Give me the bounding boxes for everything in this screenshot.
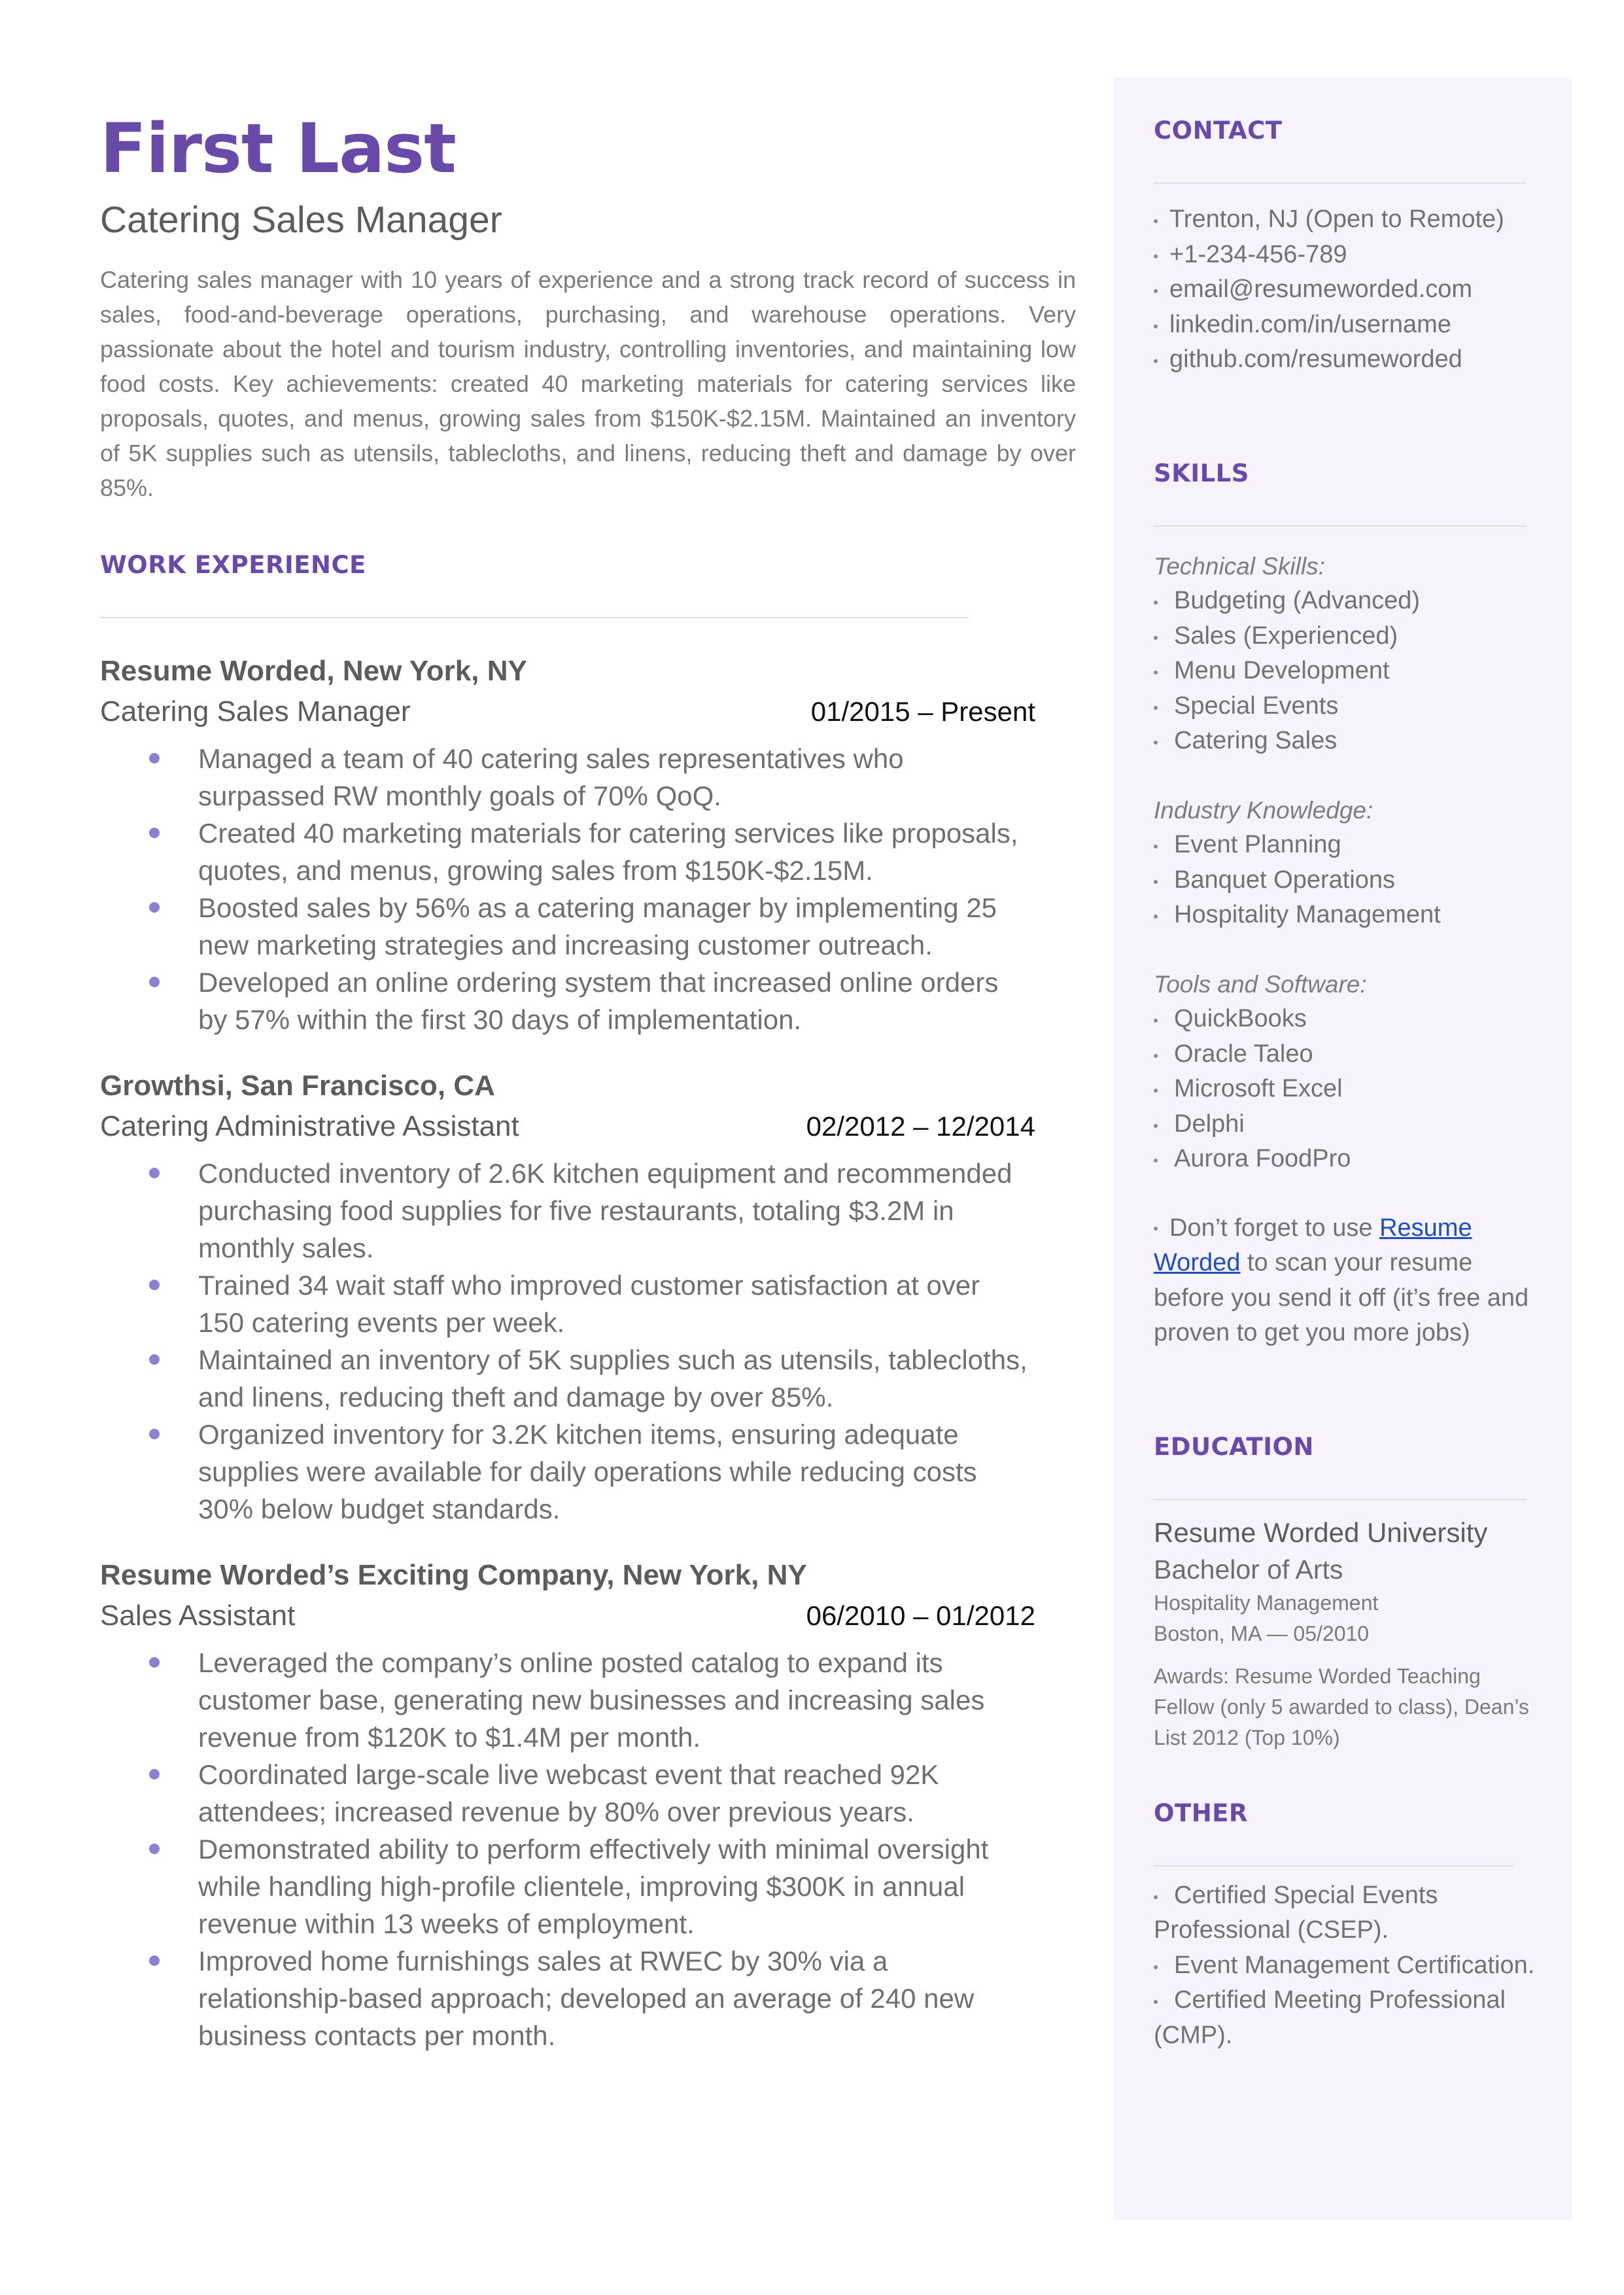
bullet-dot-icon: [1154, 1019, 1158, 1023]
divider: [1154, 183, 1526, 184]
bullet-dot-icon: [149, 1280, 160, 1290]
skill-item: Oracle Taleo: [1154, 1037, 1546, 1072]
job-company: Resume Worded, New York, NY: [100, 654, 527, 687]
other-list: [1154, 1878, 1546, 2054]
divider: [1154, 1499, 1526, 1500]
job-title: Catering Sales Manager: [100, 695, 411, 727]
bullet-dot-icon: [149, 1657, 160, 1668]
contact-github[interactable]: github.com/resumeworded: [1154, 342, 1546, 377]
education-degree: Bachelor of Arts: [1154, 1554, 1343, 1585]
bullet-dot-icon: [1154, 1089, 1158, 1093]
contact-list: [1154, 202, 1546, 377]
job-entry: [100, 1555, 1081, 2054]
bullet-dot-icon: [1154, 324, 1158, 328]
divider: [1154, 525, 1526, 527]
education-field: Hospitality Management: [1154, 1590, 1379, 1615]
job-title-row: [100, 692, 1081, 732]
skill-list: [1154, 1002, 1546, 1177]
job-bullet: Demonstrated ability to perform effectively with minimal oversight while handling high-profile clientele, improving $300K in annual revenue within 13 weeks of employment.: [100, 1831, 1029, 1942]
contact-linkedin[interactable]: linkedin.com/in/username: [1154, 307, 1546, 343]
bullet-dot-icon: [149, 828, 160, 838]
bullet-dot-icon: [1154, 880, 1158, 884]
bullet-dot-icon: [1154, 1227, 1158, 1231]
bullet-dot-icon: [1154, 1124, 1158, 1128]
contact-phone[interactable]: +1-234-456-789: [1154, 237, 1546, 273]
bullet-dot-icon: [149, 977, 160, 987]
divider: [1154, 1865, 1514, 1866]
job-bullet: Coordinated large-scale live webcast event that reached 92K attendees; increased revenue by 80% over previous years.: [100, 1756, 1029, 1831]
job-bullet: Organized inventory for 3.2K kitchen items, ensuring adequate supplies were available for daily operations while reducing costs 30% below budget standards.: [100, 1416, 1029, 1528]
bullet-dot-icon: [1154, 671, 1158, 674]
job-bullet: Boosted sales by 56% as a catering manager by implementing 25 new marketing strategies and increasing customer outreach.: [100, 889, 1029, 964]
bullet-dot-icon: [1154, 706, 1158, 710]
bullet-dot-icon: [149, 1844, 160, 1854]
job-bullet: Trained 34 wait staff who improved customer satisfaction at over 150 catering events per week.: [100, 1267, 1029, 1341]
candidate-name: First Last: [100, 109, 456, 188]
job-bullet: Improved home furnishings sales at RWEC by 30% via a relationship-based approach; developed an average of 240 new business contacts per month.: [100, 1942, 1029, 2054]
skill-category-name: Tools and Software:: [1154, 970, 1367, 998]
bullet-dot-icon: [149, 902, 160, 913]
contact-email[interactable]: email@resumeworded.com: [1154, 272, 1546, 307]
bullet-dot-icon: [1154, 636, 1158, 640]
job-bullets: [100, 1644, 1081, 2054]
bullet-dot-icon: [1154, 289, 1158, 293]
other-heading: OTHER: [1154, 1798, 1248, 1827]
skill-item: QuickBooks: [1154, 1002, 1546, 1037]
job-entry: [100, 1066, 1081, 1528]
job-bullet: Developed an online ordering system that increased online orders by 57% within the first 30 days of implementation.: [100, 964, 1029, 1038]
bullet-dot-icon: [149, 1955, 160, 1966]
skill-item: Hospitality Management: [1154, 898, 1546, 933]
skill-item: Budgeting (Advanced): [1154, 584, 1546, 619]
contact-heading: CONTACT: [1154, 116, 1283, 145]
job-bullet: Created 40 marketing materials for catering services like proposals, quotes, and menus, growing sales from $150K-$2.15M.: [100, 815, 1029, 889]
job-company: Resume Worded’s Exciting Company, New York, NY: [100, 1558, 807, 1591]
education-awards: Awards: Resume Worded Teaching Fellow (only 5 awarded to class), Dean’s List 2012 (Top 10%): [1154, 1664, 1529, 1749]
skill-category: [1154, 549, 1546, 759]
education-school: Resume Worded University: [1154, 1516, 1488, 1548]
skill-item: Delphi: [1154, 1107, 1546, 1142]
sidebar: [1114, 77, 1572, 2220]
skill-list: [1154, 828, 1546, 933]
skill-list: [1154, 584, 1546, 759]
job-title-row: [100, 1596, 1081, 1636]
skill-item: Microsoft Excel: [1154, 1072, 1546, 1107]
other-item: Event Management Certification.: [1154, 1948, 1546, 1984]
skills-heading: SKILLS: [1154, 459, 1249, 487]
divider: [100, 617, 969, 618]
bullet-dot-icon: [1154, 601, 1158, 604]
job-title-row: [100, 1106, 1081, 1147]
skill-item: Event Planning: [1154, 828, 1546, 863]
other-item: Certified Meeting Professional (CMP).: [1154, 1986, 1506, 2049]
skill-item: Special Events: [1154, 689, 1546, 724]
other-item: Certified Special Events Professional (CSEP).: [1154, 1881, 1438, 1944]
bullet-dot-icon: [1154, 845, 1158, 849]
sidebar-content: [1154, 116, 1546, 2053]
skill-category: [1154, 967, 1546, 1177]
work-experience-heading: WORK EXPERIENCE: [100, 550, 366, 579]
education-entry: [1154, 1515, 1546, 1753]
job-bullet: Managed a team of 40 catering sales representatives who surpassed RW monthly goals of 70% QoQ.: [100, 740, 1029, 815]
bullet-dot-icon: [149, 1769, 160, 1779]
job-title: Catering Administrative Assistant: [100, 1110, 519, 1142]
skill-item: Catering Sales: [1154, 724, 1546, 759]
resume-worded-note: Don’t forget to use Resume Worded to scan your resume before you send it off (it’s free and proven to get you more jobs): [1154, 1214, 1529, 1346]
bullet-dot-icon: [1154, 1159, 1158, 1163]
skill-item: Banquet Operations: [1154, 863, 1546, 898]
job-bullet: Leveraged the company’s online posted catalog to expand its customer base, generating new businesses and increasing sales revenue from $120K to $1.4M per month.: [100, 1644, 1029, 1756]
bullet-dot-icon: [1154, 1054, 1158, 1058]
bullet-dot-icon: [149, 1354, 160, 1365]
bullet-dot-icon: [1154, 254, 1158, 258]
resume-worded-link[interactable]: Resume Worded: [1154, 1214, 1472, 1276]
skill-category-name: Industry Knowledge:: [1154, 796, 1373, 824]
summary: Catering sales manager with 10 years of experience and a strong track record of success in sales, food-and-beverage operations, purchasing, and warehouse operations. Very passionate about the hotel and tourism industry, controlling inventories, and maintaining low food costs. Key achievements: created 40 marketing materials for catering services like proposals, quotes, and menus, growing sales from $150K-$2.15M. Maintained an inventory of 5K supplies such as utensils, tablecloths, and linens, reducing theft and damage by over 85%.: [100, 266, 1076, 501]
job-dates: 06/2010 – 01/2012: [806, 1600, 1035, 1631]
bullet-dot-icon: [1154, 1965, 1158, 1969]
education-heading: EDUCATION: [1154, 1432, 1314, 1461]
job-dates: 02/2012 – 12/2014: [806, 1110, 1035, 1142]
bullet-dot-icon: [149, 1429, 160, 1439]
candidate-role: Catering Sales Manager: [100, 199, 502, 241]
bullet-dot-icon: [1154, 1895, 1158, 1899]
job-bullets: [100, 740, 1081, 1038]
education-location-date: Boston, MA — 05/2010: [1154, 1621, 1370, 1645]
skill-category-name: Technical Skills:: [1154, 552, 1325, 580]
main-column: [100, 111, 1081, 2054]
skill-item: Aurora FoodPro: [1154, 1142, 1546, 1177]
contact-location: Trenton, NJ (Open to Remote): [1154, 202, 1546, 237]
skill-item: Menu Development: [1154, 654, 1546, 689]
bullet-dot-icon: [149, 1168, 160, 1178]
job-company: Growthsi, San Francisco, CA: [100, 1069, 495, 1102]
bullet-dot-icon: [1154, 219, 1158, 223]
job-entry: [100, 651, 1081, 1038]
job-bullet: Conducted inventory of 2.6K kitchen equipment and recommended purchasing food supplies for five restaurants, totaling $3.2M in monthly sales.: [100, 1155, 1029, 1267]
bullet-dot-icon: [149, 753, 160, 763]
job-bullet: Maintained an inventory of 5K supplies such as utensils, tablecloths, and linens, reducing theft and damage by over 85%.: [100, 1341, 1029, 1416]
job-dates: 01/2015 – Present: [810, 695, 1035, 727]
bullet-dot-icon: [1154, 2000, 1158, 2004]
job-bullets: [100, 1155, 1081, 1528]
bullet-dot-icon: [1154, 359, 1158, 363]
skill-item: Sales (Experienced): [1154, 619, 1546, 654]
job-title: Sales Assistant: [100, 1599, 296, 1632]
bullet-dot-icon: [1154, 741, 1158, 745]
skill-category: [1154, 793, 1546, 933]
bullet-dot-icon: [1154, 915, 1158, 919]
